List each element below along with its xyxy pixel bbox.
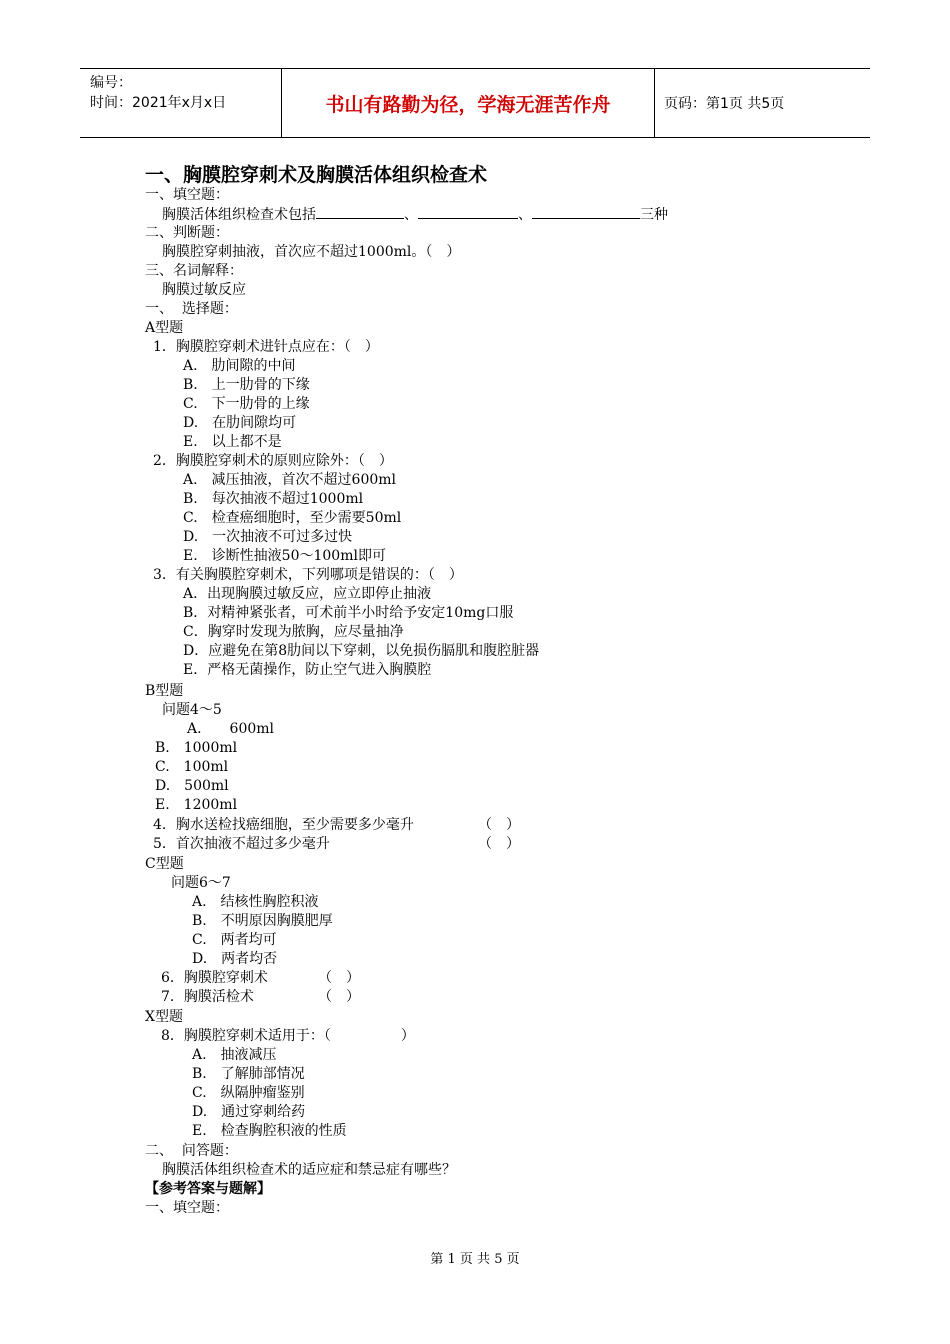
document-title: 一、胸膜腔穿刺术及胸膜活体组织检查术 [145,164,488,186]
question-7-stem: 7．胸膜活检术 [161,989,254,1005]
question-5-stem: 5．首次抽液不超过多少毫升 [153,836,330,852]
type-c-option: B. 不明原因胸膜肥厚 [192,913,333,929]
question-8-stem: 8．胸膜腔穿刺术适用于：（ ） [161,1028,415,1044]
question-1-option: B. 上一肋骨的下缘 [183,377,310,393]
fill-blank-2 [418,205,518,219]
question-3-option: C．胸穿时发现为脓胸，应尽量抽净 [183,624,404,640]
answers-fill-heading: 一、填空题： [145,1200,229,1216]
question-4-paren: （ ） [478,817,520,833]
type-c-option: A. 结核性胸腔积液 [192,894,319,910]
question-2-stem: 2．胸膜腔穿刺术的原则应除外：（ ） [153,453,393,469]
header-number-label: 编号： [90,75,132,91]
question-1-option: E. 以上都不是 [183,434,282,450]
question-4-stem: 4．胸水送检找癌细胞，至少需要多少毫升 [153,817,414,833]
section-judge-heading: 二、判断题： [145,225,229,241]
type-b-option: C. 100ml [155,759,229,775]
type-x-heading: X型题 [145,1009,183,1025]
question-8-option: D. 通过穿刺给药 [192,1104,306,1120]
question-2-option: B. 每次抽液不超过1000ml [183,491,364,507]
question-2-option: A. 减压抽液，首次不超过600ml [183,472,397,488]
fill-separator: 、 [518,207,532,223]
question-6-stem: 6．胸膜腔穿刺术 [161,970,268,986]
header-meta [90,73,226,113]
question-3-option: D．应避免在第8肋间以下穿刺，以免损伤膈肌和腹腔脏器 [183,643,540,659]
noun-question: 胸膜过敏反应 [162,282,246,298]
answers-heading: 【参考答案与题解】 [145,1181,271,1197]
fill-question [162,205,668,225]
question-2-option: E. 诊断性抽液50～100ml即可 [183,548,386,564]
type-b-option: A. 600ml [187,721,275,737]
fill-blank-3 [532,205,640,219]
question-1-stem: 1．胸膜腔穿刺术进针点应在：（ ） [153,339,379,355]
question-8-option: E. 检查胸腔积液的性质 [192,1123,347,1139]
fill-separator: 、 [404,207,418,223]
header-page-info: 页码：第1页 共5页 [664,96,785,112]
page-footer: 第 1 页 共 5 页 [430,1252,520,1267]
type-a-heading: A型题 [145,320,184,336]
header-motto: 书山有路勤为径，学海无涯苦作舟 [325,93,611,116]
question-8-option: A. 抽液减压 [192,1047,277,1063]
question-5-paren: （ ） [478,836,520,852]
type-b-option: D. 500ml [155,778,229,794]
judge-question: 胸膜腔穿刺抽液，首次应不超过1000ml。（ ） [162,244,461,260]
section-noun-heading: 三、名词解释： [145,263,243,279]
question-6-paren: （ ） [318,970,360,986]
question-7-paren: （ ） [318,989,360,1005]
question-3-option: E．严格无菌操作，防止空气进入胸膜腔 [183,662,432,678]
fill-blank-1 [316,205,404,219]
fill-question-prefix: 胸膜活体组织检查术包括 [162,207,316,223]
type-b-group: 问题4～5 [162,702,222,718]
question-2-option: C. 检查癌细胞时，至少需要50ml [183,510,402,526]
fill-question-suffix: 三种 [640,207,668,223]
question-3-stem: 3．有关胸膜腔穿刺术，下列哪项是错误的：（ ） [153,567,463,583]
question-1-option: D. 在肋间隙均可 [183,415,297,431]
type-b-option: B. 1000ml [155,740,238,756]
page-header [80,68,870,138]
qa-question: 胸膜活体组织检查术的适应症和禁忌症有哪些？ [162,1162,456,1178]
type-c-heading: C型题 [145,856,184,872]
type-c-option: D. 两者均否 [192,951,278,967]
question-8-option: B. 了解肺部情况 [192,1066,305,1082]
question-3-option: A．出现胸膜过敏反应，应立即停止抽液 [183,586,432,602]
question-1-option: C. 下一肋骨的上缘 [183,396,310,412]
header-divider [654,69,655,137]
type-b-heading: B型题 [145,683,184,699]
question-2-option: D. 一次抽液不可过多过快 [183,529,353,545]
question-8-option: C. 纵隔肿瘤鉴别 [192,1085,305,1101]
type-c-option: C. 两者均可 [192,932,277,948]
header-time-label: 时间：2021年x月x日 [90,95,227,111]
type-b-option: E. 1200ml [155,797,238,813]
section-choice-heading: 一、 选择题： [145,301,238,317]
question-1-option: A. 肋间隙的中间 [183,358,296,374]
section-qa-heading: 二、 问答题： [145,1143,238,1159]
section-fill-heading: 一、填空题： [145,187,229,203]
question-3-option: B．对精神紧张者，可术前半小时给予安定10mg口服 [183,605,514,621]
type-c-group: 问题6～7 [171,875,231,891]
